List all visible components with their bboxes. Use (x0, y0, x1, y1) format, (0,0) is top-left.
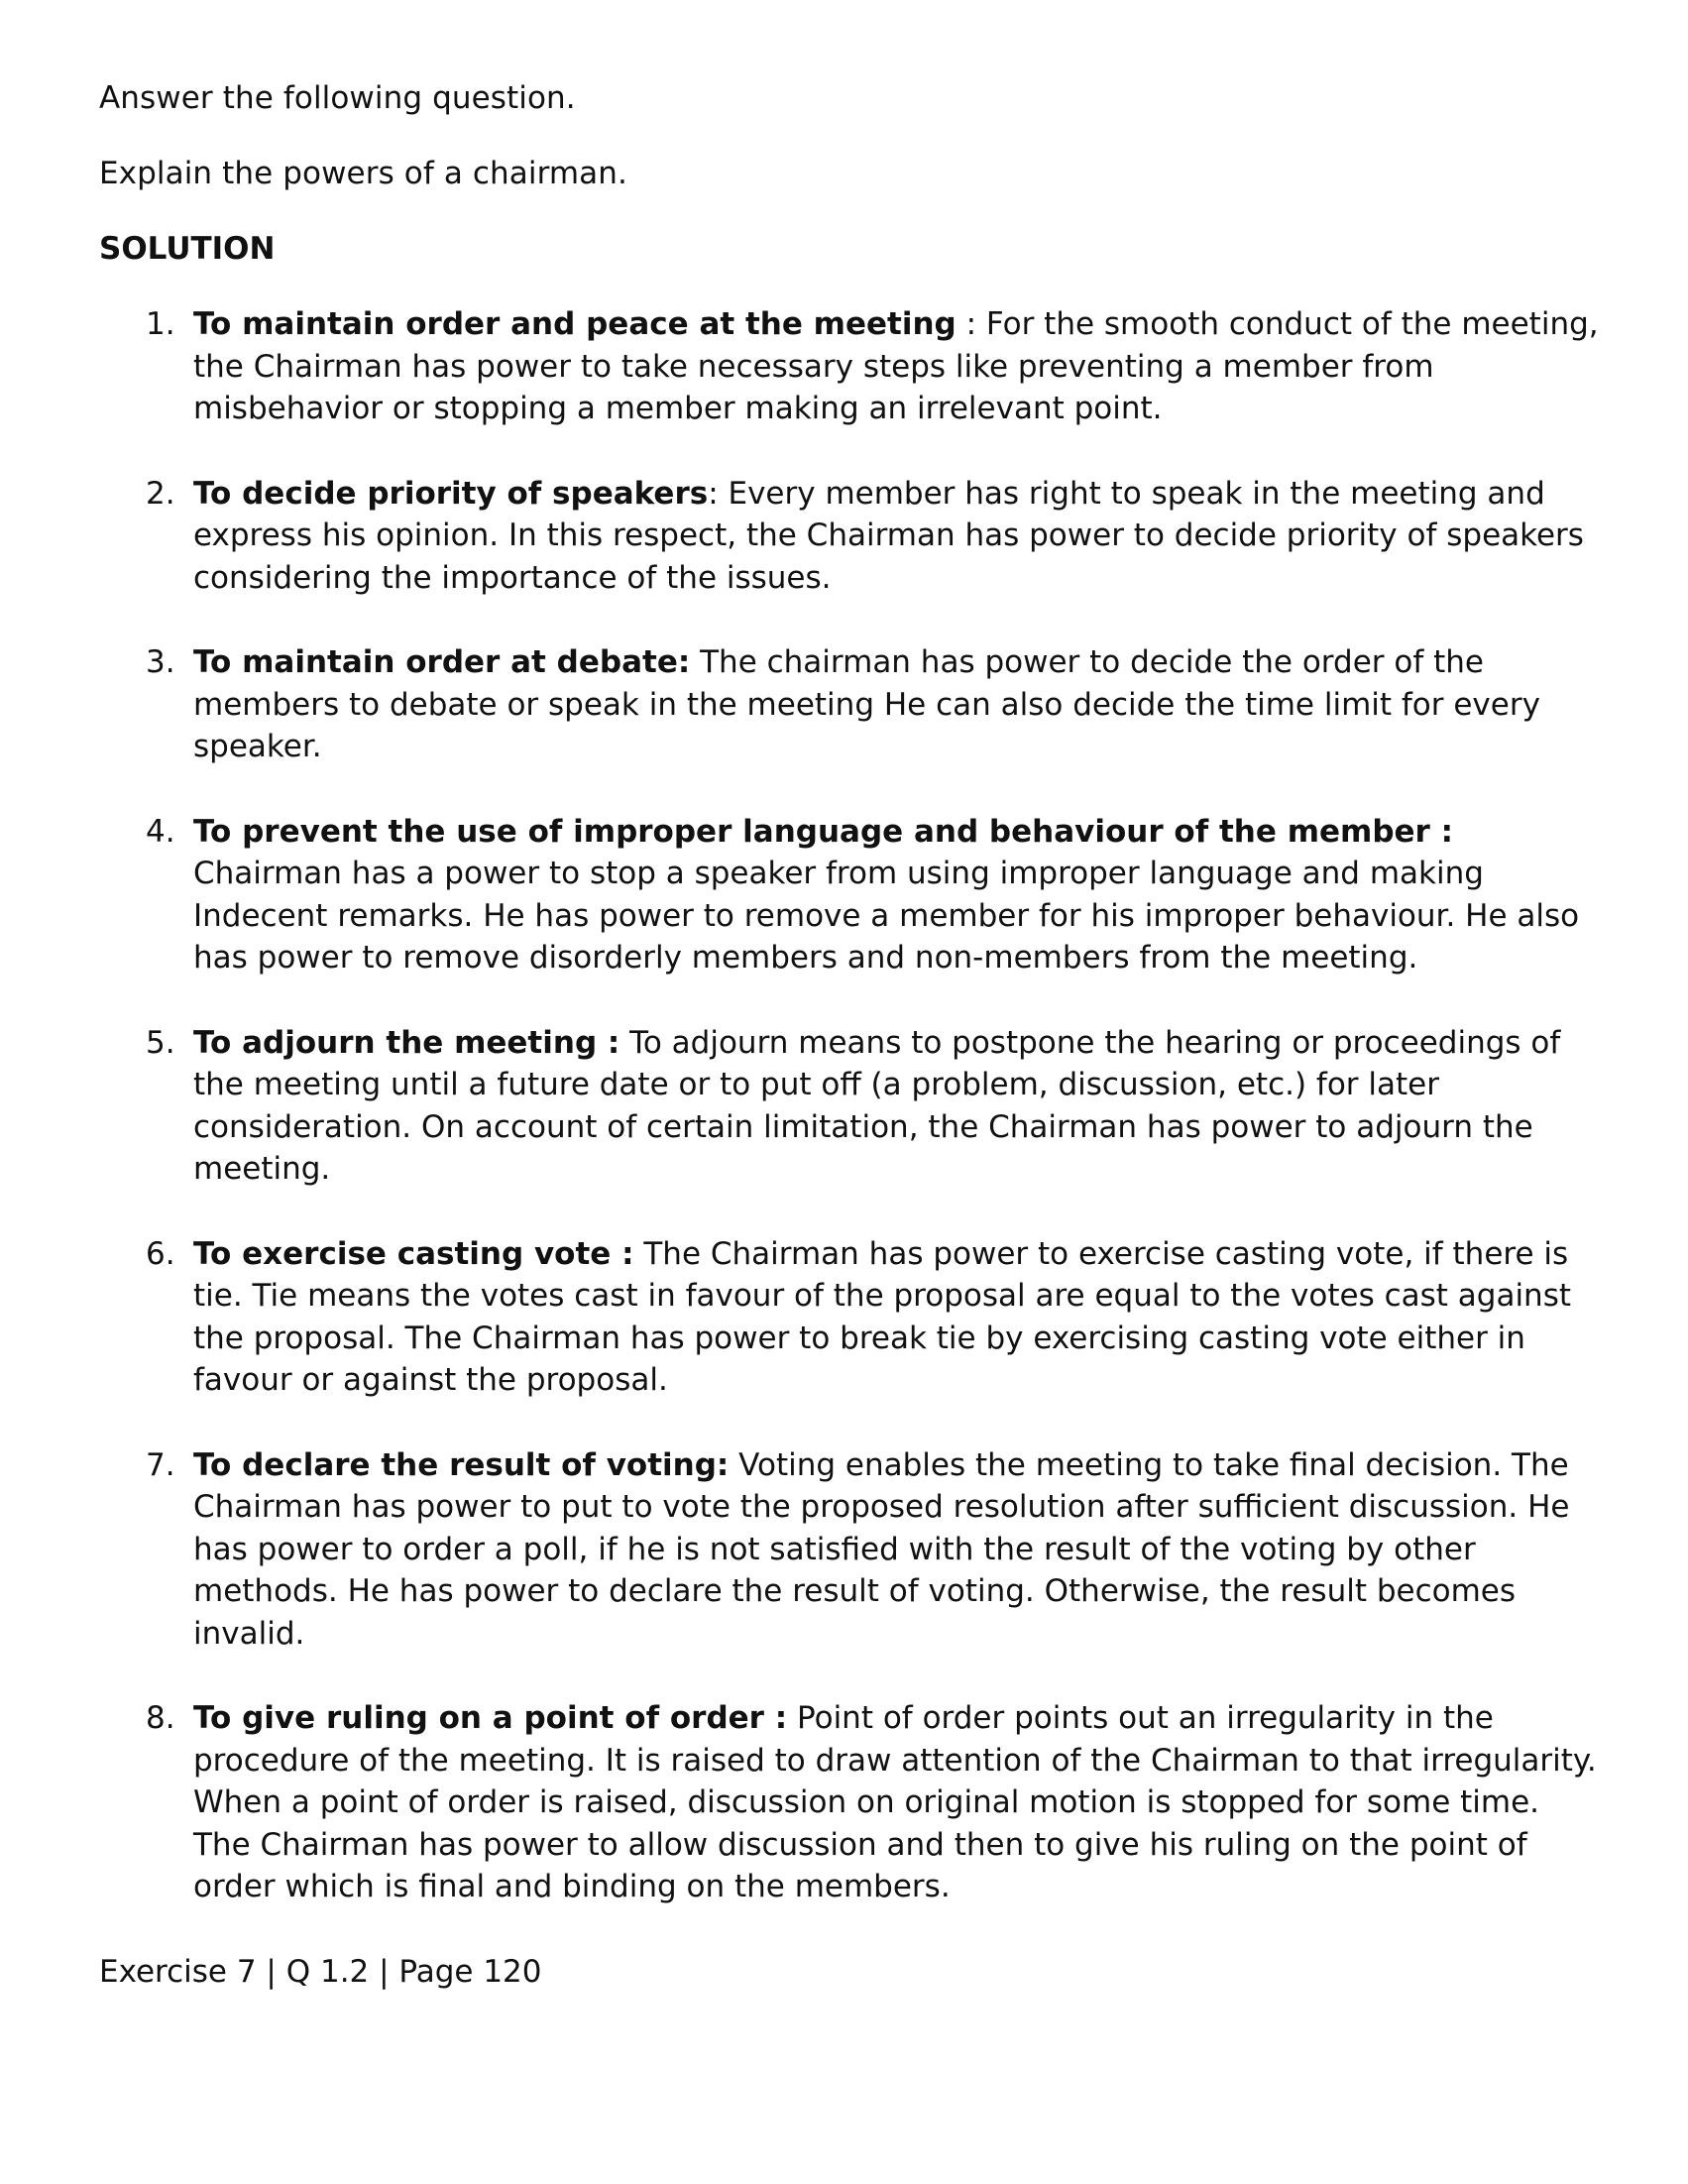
list-item (99, 1022, 1606, 1191)
list-item (99, 641, 1606, 768)
item-term: To give ruling on a point of order : (193, 1700, 788, 1736)
question-text: Explain the powers of a chairman. (99, 156, 627, 191)
instruction-text: Answer the following question. (99, 80, 576, 116)
item-text: Point of order points out an irregularity in the procedure of the meeting. It is raised to draw attention of the Chairman to that irregularity. When a point of order is raised, discussion on original motion is stopped for some time. The Chairman has power to allow discussion and then to give his ruling on the point of order which is final and binding on the members. (193, 1700, 1597, 1904)
item-term: To declare the result of voting: (193, 1446, 730, 1483)
item-text: To adjourn means to postpone the hearing or proceedings of the meeting until a future date or to put off (a problem, discussion, etc.) for later consideration. On account of certain limitation, the Chairman has power to adjourn the meeting. (193, 1024, 1561, 1187)
item-number: 7. (146, 1446, 175, 1483)
item-number: 8. (146, 1700, 175, 1736)
list-item (99, 1233, 1606, 1402)
item-text: : Every member has right to speak in the meeting and express his opinion. In this respect, the Chairman has power to decide priority of speakers considering the importance of the issues. (193, 475, 1584, 596)
item-number: 4. (146, 813, 175, 850)
item-term: To adjourn the meeting : (193, 1024, 620, 1061)
solution-list (99, 303, 1606, 1908)
item-term: To prevent the use of improper language and behaviour of the member : (193, 813, 1454, 850)
item-term: To maintain order and peace at the meeting (193, 306, 957, 342)
list-item (99, 473, 1606, 600)
item-term: To maintain order at debate: (193, 644, 691, 680)
item-text: The Chairman has power to exercise casting vote, if there is tie. Tie means the votes cast in favour of the proposal are equal to the votes cast against the proposal. The Chairman has power to break tie by exercising casting vote either in favour or against the proposal. (193, 1235, 1572, 1398)
list-item (99, 1697, 1606, 1908)
item-number: 3. (146, 644, 175, 680)
item-term: To exercise casting vote : (193, 1235, 634, 1272)
item-text: Voting enables the meeting to take final decision. The Chairman has power to put to vote the proposed resolution after sufficient discussion. He has power to order a poll, if he is not satisfied with the result of the voting by other methods. He has power to declare the result of voting. Otherwise, the result becomes invalid. (193, 1446, 1570, 1652)
item-term: To decide priority of speakers (193, 475, 709, 512)
list-item (99, 303, 1606, 430)
list-item (99, 1444, 1606, 1656)
item-number: 2. (146, 475, 175, 512)
item-number: 1. (146, 306, 175, 342)
source-reference: Exercise 7 | Q 1.2 | Page 120 (99, 1953, 542, 1990)
item-text: The chairman has power to decide the order of the members to debate or speak in the meeting He can also decide the time limit for every speaker. (193, 644, 1540, 764)
document-page (99, 77, 1606, 2023)
item-text: : For the smooth conduct of the meeting, the Chairman has power to take necessary steps like preventing a member from misbehavior or stopping a member making an irrelevant point. (193, 306, 1599, 426)
list-item (99, 811, 1606, 979)
item-number: 6. (146, 1235, 175, 1272)
item-number: 5. (146, 1024, 175, 1061)
item-text: Chairman has a power to stop a speaker from using improper language and making Indecent remarks. He has power to remove a member for his improper behaviour. He also has power to remove disorderly members and non-members from the meeting. (193, 856, 1580, 976)
solution-heading: SOLUTION (99, 231, 276, 267)
